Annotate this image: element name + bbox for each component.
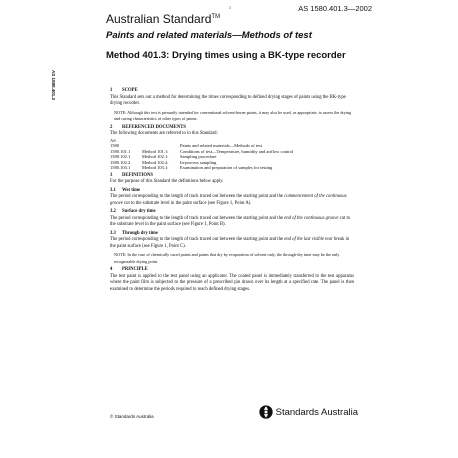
document-body (110, 86, 354, 295)
emphasis: commencement of the continuous groove (110, 194, 347, 206)
section-number: 4 (110, 267, 113, 272)
section-number: 3.1 (110, 187, 116, 193)
text-run: cut to the substrate level in the paint surface (see Figure 1, Point B). (110, 215, 351, 227)
page-number: 1 (229, 5, 231, 10)
section-title: Through dry time (122, 230, 158, 236)
standards-australia-logo-icon (259, 405, 273, 419)
reference-method: Method 103.1: (142, 165, 169, 170)
paragraph: For the purpose of this Standard the definitions below apply. (110, 179, 224, 184)
note: NOTE: In the case of chemically cured paints and paints that dry by evaporation of solvent only, the through-dry time may be the only recognizable drying point. (114, 252, 340, 264)
reference-desc: Sampling procedure (180, 154, 217, 159)
as-label: AS (110, 137, 116, 143)
reference-method: Method 102.1: (142, 154, 169, 159)
text-run: The period corresponding to the length of track traced out between the starting point and the (110, 194, 285, 199)
text-run: The period corresponding to the length of track traced out between the starting point and the (110, 215, 285, 221)
paragraph (110, 194, 354, 207)
vertical-document-id: AS 1580.401.3 (51, 70, 56, 101)
section-title: PRINCIPLE (122, 267, 148, 272)
reference-code: 1580 (110, 143, 119, 148)
paragraph: The following documents are referred to in this Standard: (110, 131, 218, 136)
section-title: SCOPE (122, 88, 138, 93)
emphasis: end of the continuous groove (284, 215, 339, 221)
reference-method: Method 102.2: (142, 159, 169, 165)
method-title: Method 401.3: Drying times using a BK-type recorder (106, 50, 346, 61)
reference-code: 1580.102.1 (110, 154, 131, 159)
document-title: Paints and related materials—Methods of test (106, 30, 312, 41)
reference-desc: Conditions of test—Temperature, humidity and airflow control (180, 148, 294, 154)
text-run: cut to the substrate level in the paint surface (see Figure 1, Point A). (122, 200, 252, 206)
paragraph: The test paint is applied to the test panel using an applicator. The coated panel is immediately transferred to the test apparatus where the paint film is subjected to the pressure of a prescribed pin drawn over its length at a specified rate. The panel is then examined to determine the periods required to reach defined drying stages. (110, 273, 354, 292)
text-run: The period corresponding to the length of track traced out between the starting point and the (110, 237, 285, 242)
section-number: 1 (110, 88, 113, 93)
reference-row (110, 165, 297, 171)
paragraph (110, 237, 354, 250)
footer-brand (259, 405, 358, 419)
paragraph (110, 216, 354, 229)
trademark-symbol: TM (211, 14, 221, 20)
section-title: REFERENCED DOCUMENTS (122, 124, 186, 130)
references-table (110, 143, 297, 171)
document-id: AS 1580.401.3—2002 (298, 4, 372, 13)
reference-desc: Paints and related materials—Methods of test (180, 143, 263, 148)
emphasis: end of the last visible tear (284, 237, 333, 242)
reference-code: 1580.101.1 (110, 148, 131, 154)
reference-method: Method 101.1: (142, 148, 169, 154)
reference-desc: Examination and preparation of samples for testing (180, 165, 273, 170)
reference-code: 1580.102.2 (110, 159, 131, 165)
paragraph: This Standard sets out a method for determining the times corresponding to defined drying stages of paints using the BK-type drying recorder. (110, 94, 346, 106)
reference-desc: In-process sampling (180, 159, 217, 165)
section-number: 3.2 (110, 209, 116, 214)
section-number: 3.3 (110, 230, 116, 236)
footer-copyright: © Standards Australia (110, 414, 154, 419)
note: NOTE: Although this test is primarily intended for conventional solvent-borne paints, it may also be used, as appropriate, to assess the drying and curing characteristics of other types of paints. (114, 109, 352, 121)
footer-brand-text: Standards Australia (275, 406, 358, 418)
brand-text: Australian Standard (106, 12, 212, 26)
text-run: break in the paint surface (see Figure 1, Point C). (110, 237, 350, 249)
section-title: Wet time (122, 187, 141, 193)
reference-code: 1580.103.1 (110, 165, 131, 170)
brand-heading (106, 12, 220, 26)
section-number: 2 (110, 124, 113, 130)
section-title: DEFINITIONS (122, 172, 153, 178)
section-number: 3 (110, 172, 113, 178)
section-title: Surface dry time (122, 209, 156, 214)
